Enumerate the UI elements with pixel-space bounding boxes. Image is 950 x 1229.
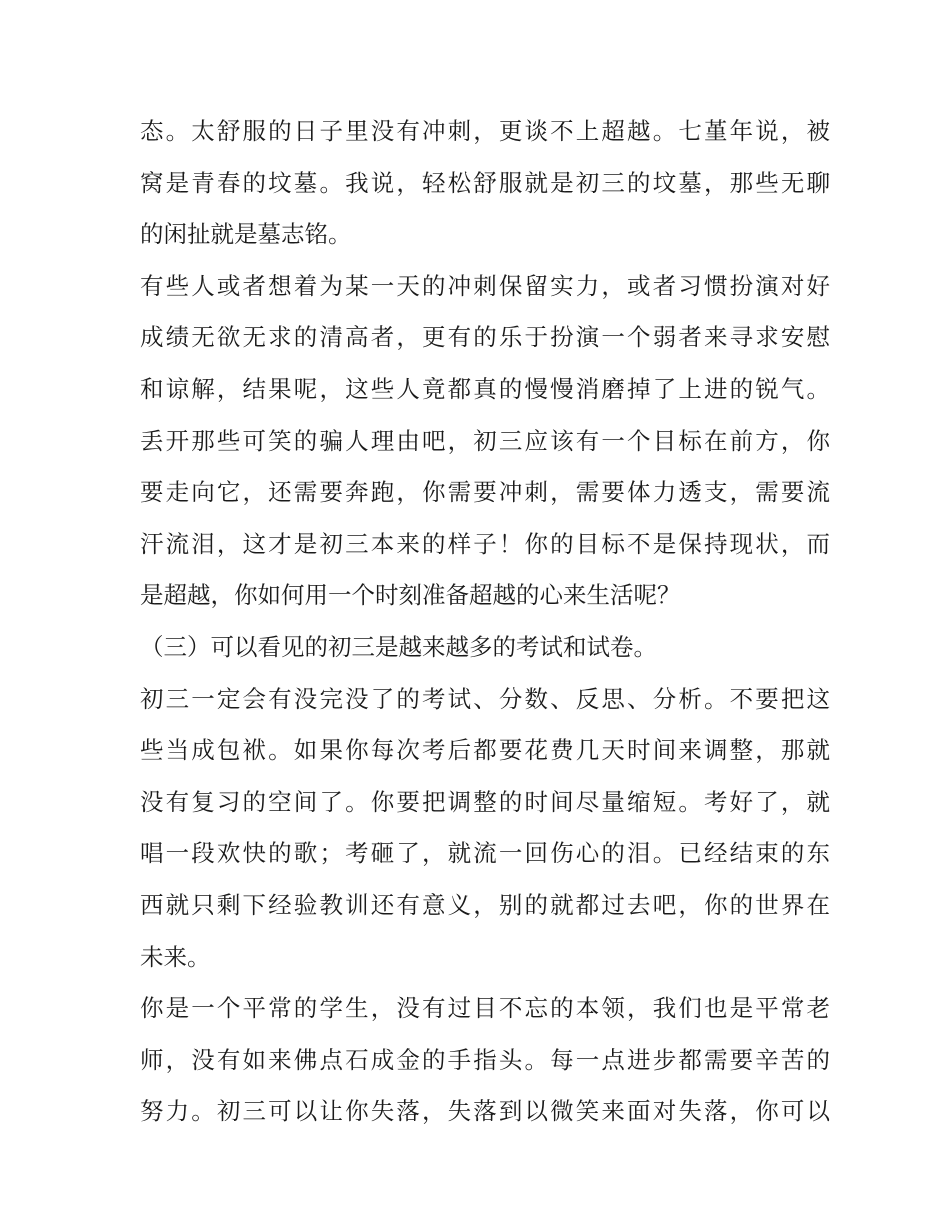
text-line: 是超越，你如何用一个时刻准备超越的心来生活呢？: [140, 581, 681, 610]
text-line: 有些人或者想着为某一天的冲刺保留实力，或者习惯扮演对好: [140, 271, 830, 300]
text-line: 努力。初三可以让你失落，失落到以微笑来面对失落，你可以: [140, 1097, 830, 1126]
text-line: 成绩无欲无求的清高者，更有的乐于扮演一个弱者来寻求安慰: [140, 323, 830, 352]
text-line: 态。太舒服的日子里没有冲刺，更谈不上超越。七堇年说，被: [140, 117, 830, 145]
text-line: 西就只剩下经验教训还有意义，别的就都过去吧，你的世界在: [140, 890, 830, 919]
text-line: 师，没有如来佛点石成金的手指头。每一点进步都需要辛苦的: [140, 1045, 830, 1074]
text-line: 你是一个平常的学生，没有过目不忘的本领，我们也是平常老: [140, 994, 830, 1023]
text-line: 些当成包袱。如果你每次考后都要花费几天时间来调整，那就: [140, 736, 830, 765]
text-line: 和谅解，结果呢，这些人竟都真的慢慢消磨掉了上进的锐气。: [140, 374, 830, 403]
text-line: 未来。: [140, 942, 211, 971]
text-line: 要走向它，还需要奔跑，你需要冲刺，需要体力透支，需要流: [140, 478, 830, 507]
section-heading: （三）可以看见的初三是越来越多的考试和试卷。: [140, 632, 657, 661]
text-line: 窝是青春的坟墓。我说，轻松舒服就是初三的坟墓，那些无聊: [140, 168, 830, 197]
text-line: 的闲扯就是墓志铭。: [140, 220, 352, 249]
text-line: 丢开那些可笑的骗人理由吧，初三应该有一个目标在前方，你: [140, 426, 830, 455]
text-line: 初三一定会有没完没了的考试、分数、反思、分析。不要把这: [140, 684, 830, 713]
body-text: [140, 106, 830, 1138]
text-line: 唱一段欢快的歌；考砸了，就流一回伤心的泪。已经结束的东: [140, 839, 830, 868]
text-line: 汗流泪，这才是初三本来的样子！你的目标不是保持现状，而: [140, 529, 830, 558]
text-line: 没有复习的空间了。你要把调整的时间尽量缩短。考好了，就: [140, 787, 830, 816]
